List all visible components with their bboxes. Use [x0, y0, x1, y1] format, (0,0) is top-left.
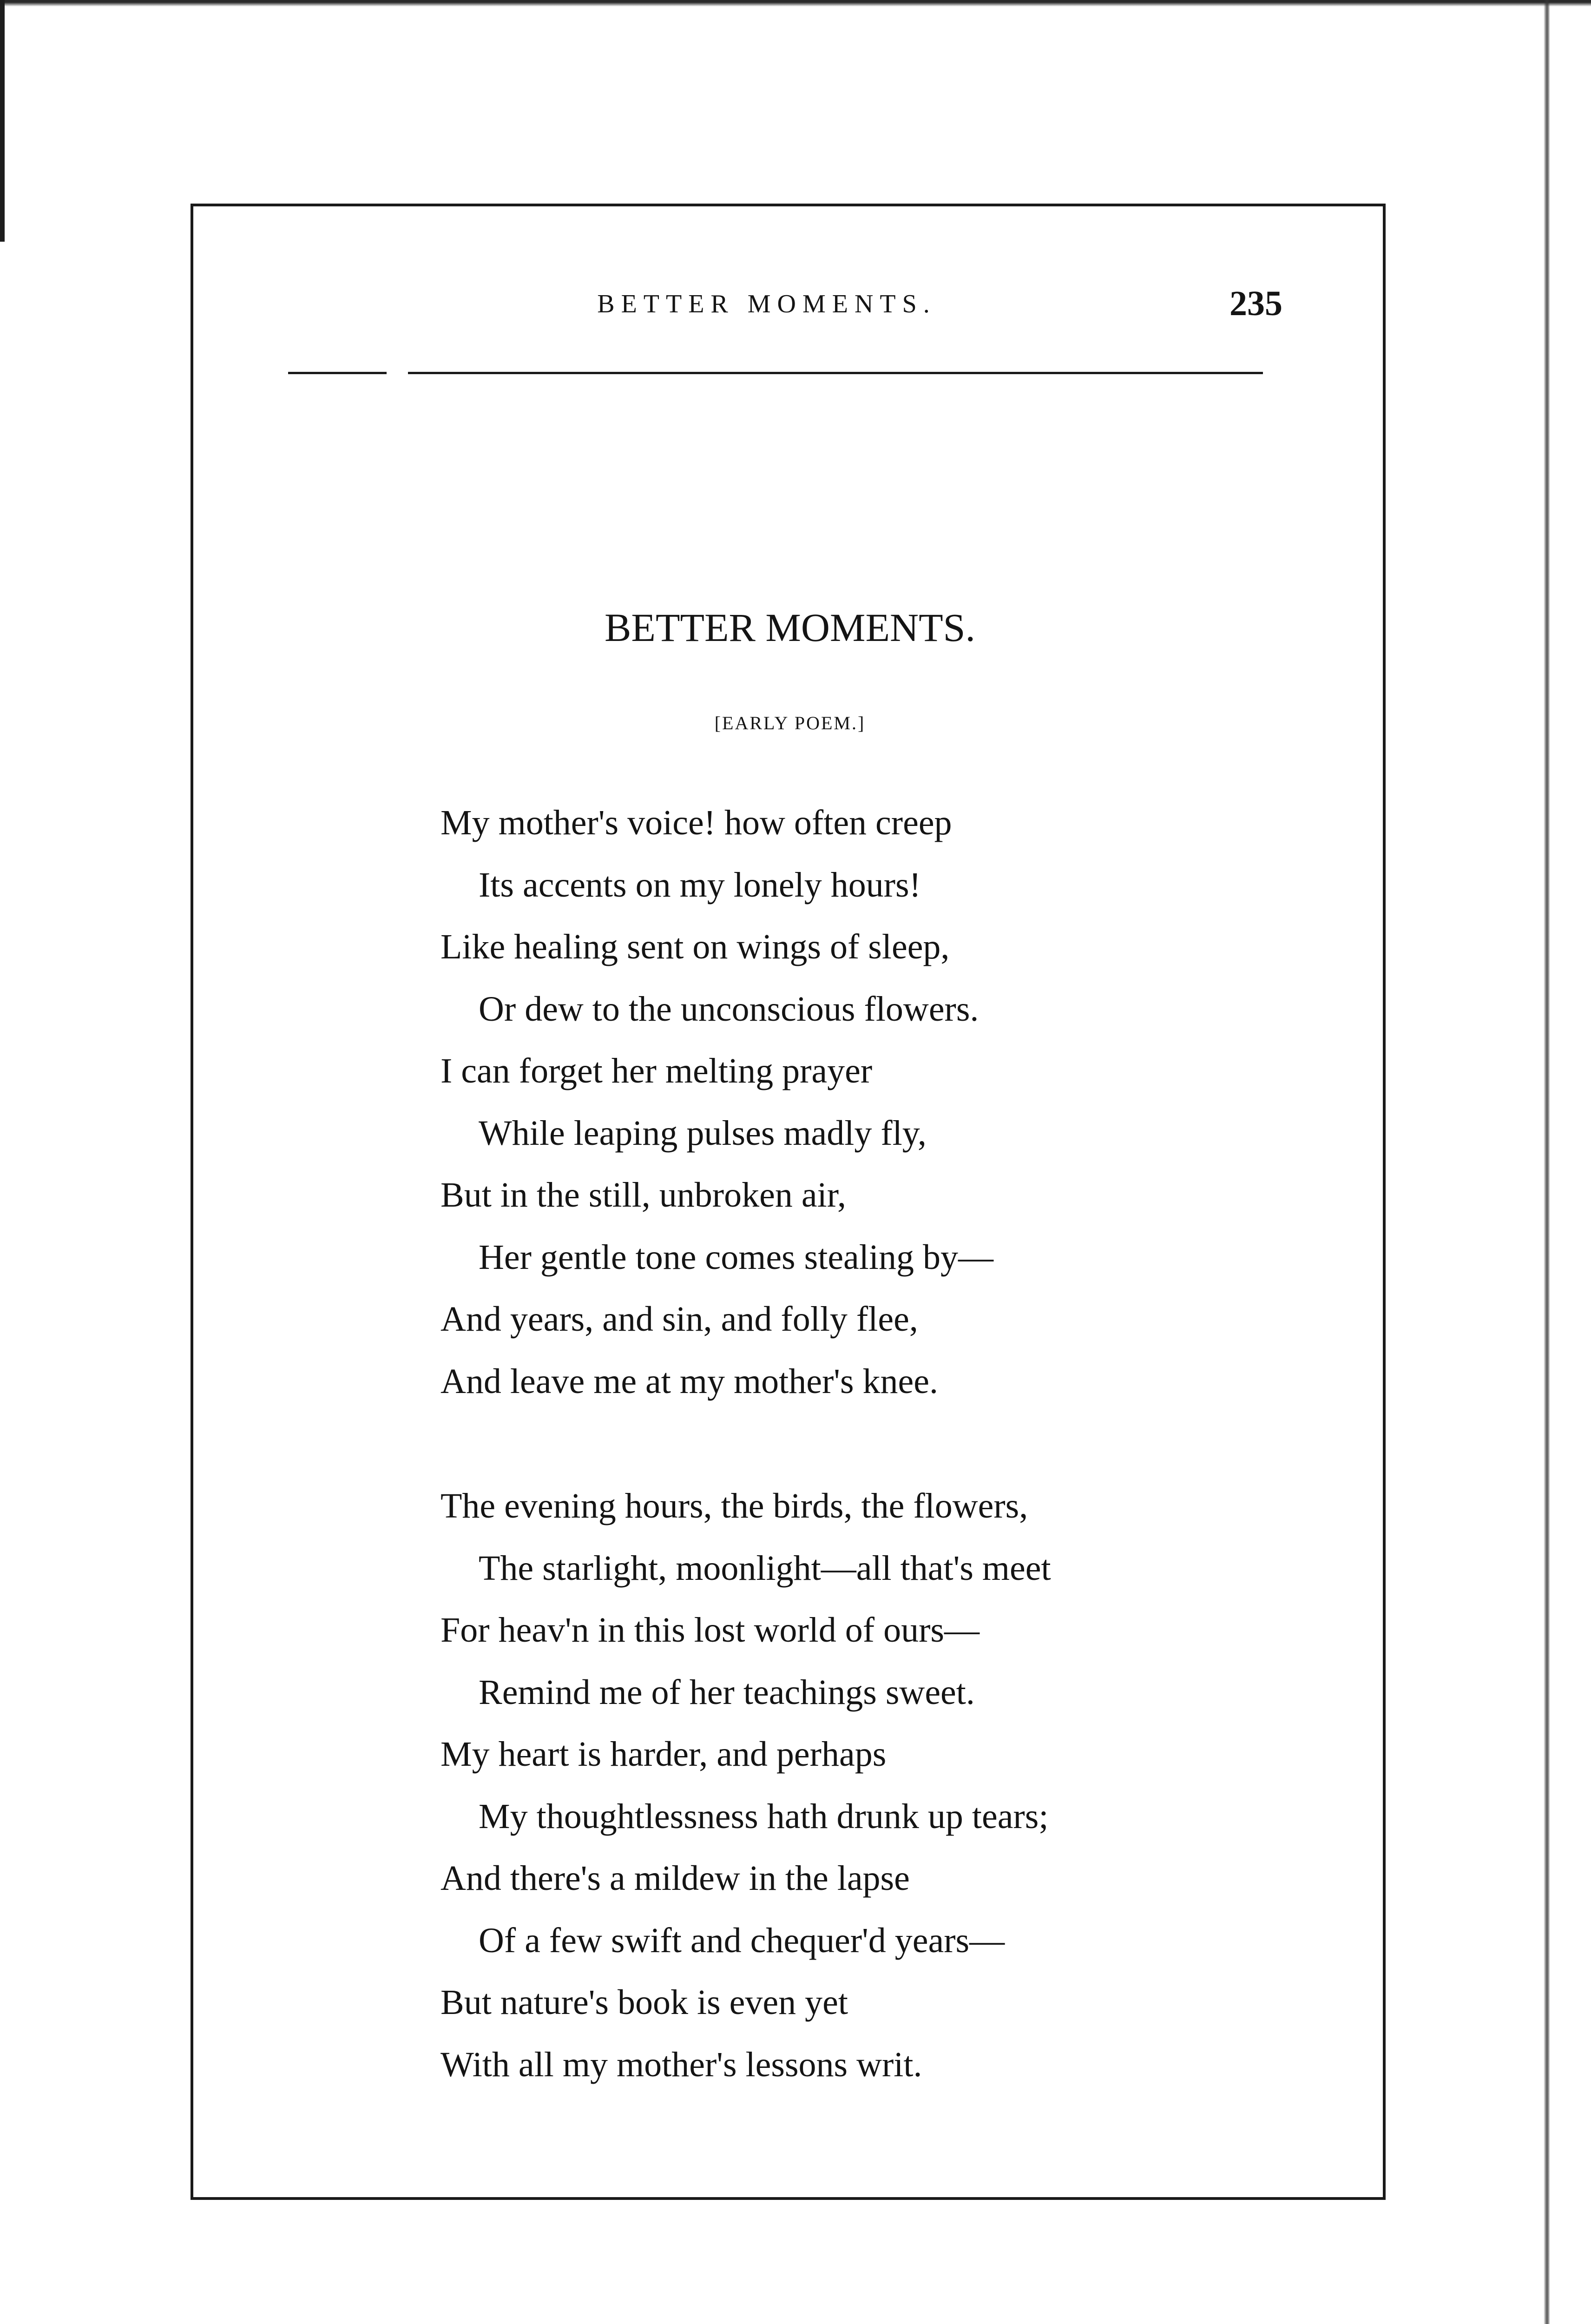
poem-line: Or dew to the unconscious flowers.: [479, 989, 979, 1029]
poem-line: The starlight, moonlight—all that's meet: [479, 1548, 1051, 1588]
poem-line: My heart is harder, and perhaps: [440, 1735, 887, 1774]
poem-line: While leaping pulses madly fly,: [479, 1113, 927, 1153]
poem-subtitle: [EARLY POEM.]: [714, 713, 866, 733]
stanza-2: [440, 1483, 1393, 2103]
poem-line: My thoughtlessness hath drunk up tears;: [479, 1796, 1049, 1836]
poem-line: Like healing sent on wings of sleep,: [440, 927, 950, 966]
scan-edge-right: [1544, 0, 1550, 2324]
page-number: 235: [1229, 284, 1282, 323]
poem-line: Her gentle tone comes stealing by—: [479, 1237, 994, 1277]
poem-line: And there's a mildew in the lapse: [440, 1859, 910, 1898]
poem-line: Remind me of her teachings sweet.: [479, 1672, 975, 1712]
poem-line: For heav'n in this lost world of ours—: [440, 1611, 980, 1650]
poem-line: With all my mother's lessons writ.: [440, 2045, 922, 2084]
poem-line: Its accents on my lonely hours!: [479, 865, 921, 905]
poem-line: Of a few swift and chequer'd years—: [479, 1921, 1005, 1960]
poem-line: And leave me at my mother's knee.: [440, 1361, 939, 1401]
poem-line: The evening hours, the birds, the flowers,: [440, 1486, 1028, 1525]
poem-line: My mother's voice! how often creep: [440, 803, 952, 842]
header-rule-short: [288, 372, 387, 374]
poem-line: And years, and sin, and folly flee,: [440, 1300, 918, 1339]
poem-line: But nature's book is even yet: [440, 1983, 848, 2022]
running-head: BETTER MOMENTS.: [597, 290, 936, 318]
scan-edge-top: [0, 0, 1591, 7]
scan-edge-left: [0, 0, 5, 242]
stanza-1: [440, 799, 1393, 1420]
poem-line: But in the still, unbroken air,: [440, 1175, 846, 1215]
poem-title: BETTER MOMENTS.: [605, 605, 975, 650]
header-rule-long: [408, 372, 1263, 374]
poem-line: I can forget her melting prayer: [440, 1051, 873, 1090]
